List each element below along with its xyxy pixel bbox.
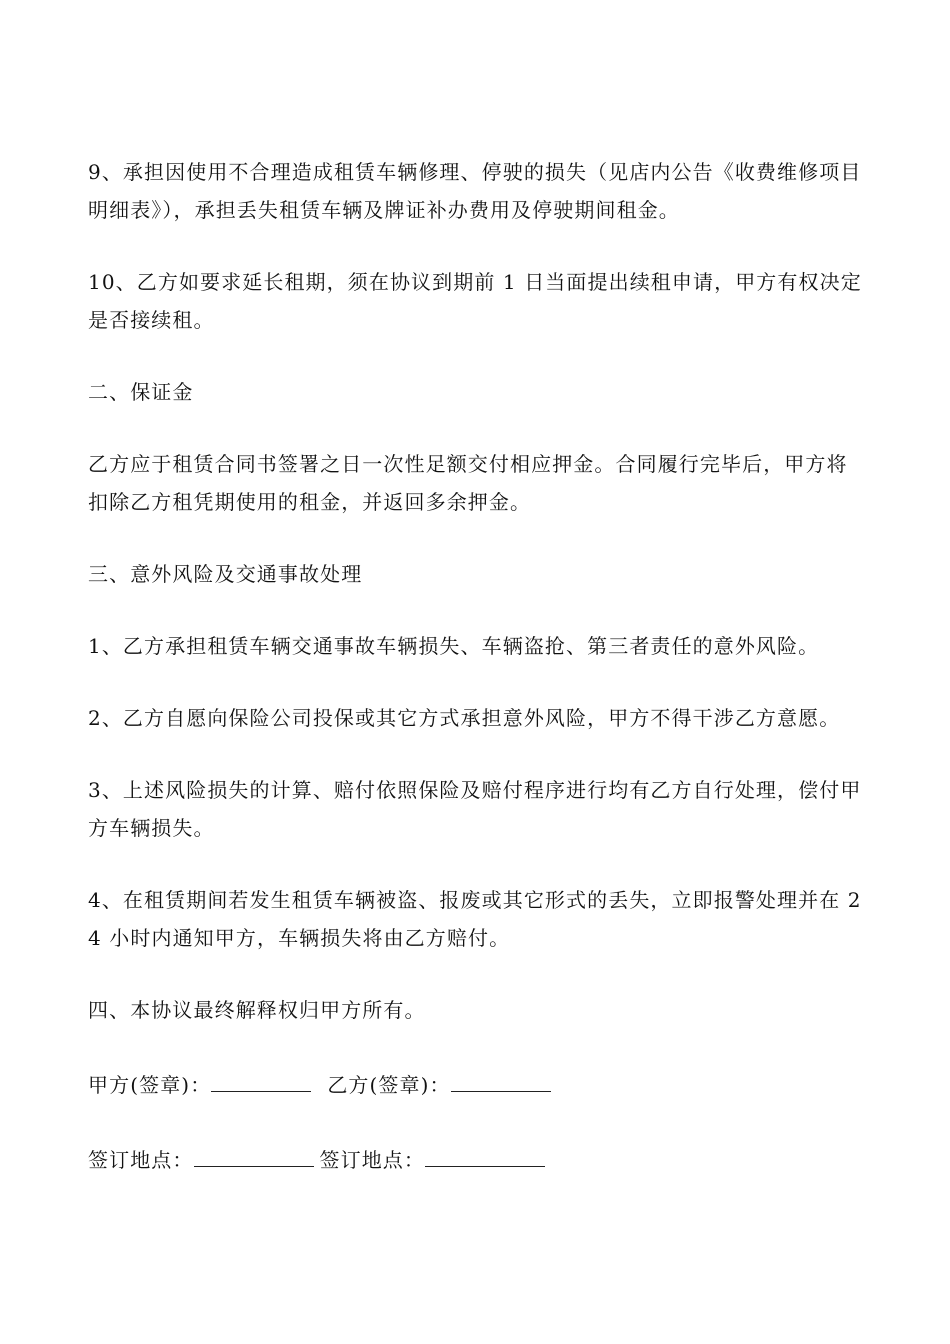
signature-row (88, 1063, 868, 1104)
risk-clause-3: 3、上述风险损失的计算、赔付依照保险及赔付程序进行均有乙方自行处理，偿付甲方车辆损失。 (88, 778, 862, 840)
party-a-signature-label: 甲方(签章)： (88, 1073, 212, 1097)
signing-place-row (88, 1138, 868, 1179)
party-b-signature-label: 乙方(签章)： (327, 1073, 451, 1097)
party-a-place-line (194, 1138, 314, 1167)
party-b-place-label: 签订地点： (319, 1148, 425, 1172)
deposit-paragraph: 乙方应于租赁合同书签署之日一次性足额交付相应押金。合同履行完毕后，甲方将扣除乙方租凭期使用的租金，并返回多余押金。 (88, 452, 848, 514)
party-b-place-line (425, 1138, 545, 1167)
document-page (88, 153, 868, 1213)
party-a-place-label: 签订地点： (88, 1148, 194, 1172)
risk-clause-2: 2、乙方自愿向保险公司投保或其它方式承担意外风险，甲方不得干涉乙方意愿。 (88, 706, 841, 730)
risk-clause-4: 4、在租赁期间若发生租赁车辆被盗、报废或其它形式的丢失，立即报警处理并在 24 小时内通知甲方，车辆损失将由乙方赔付。 (88, 888, 862, 950)
party-b-signature-line (451, 1063, 551, 1092)
party-a-signature-line (211, 1063, 311, 1092)
section-heading-deposit: 二、保证金 (88, 380, 194, 404)
clause-9: 9、承担因使用不合理造成租赁车辆修理、停驶的损失（见店内公告《收费维修项目明细表》），承担丢失租赁车辆及牌证补办费用及停驶期间租金。 (88, 160, 862, 222)
clause-10: 10、乙方如要求延长租期，须在协议到期前 1 日当面提出续租申请，甲方有权决定是否接续租。 (88, 270, 862, 332)
section-heading-interpretation: 四、本协议最终解释权归甲方所有。 (88, 998, 426, 1022)
risk-clause-1: 1、乙方承担租赁车辆交通事故车辆损失、车辆盗抢、第三者责任的意外风险。 (88, 634, 820, 658)
section-heading-risk: 三、意外风险及交通事故处理 (88, 562, 363, 586)
